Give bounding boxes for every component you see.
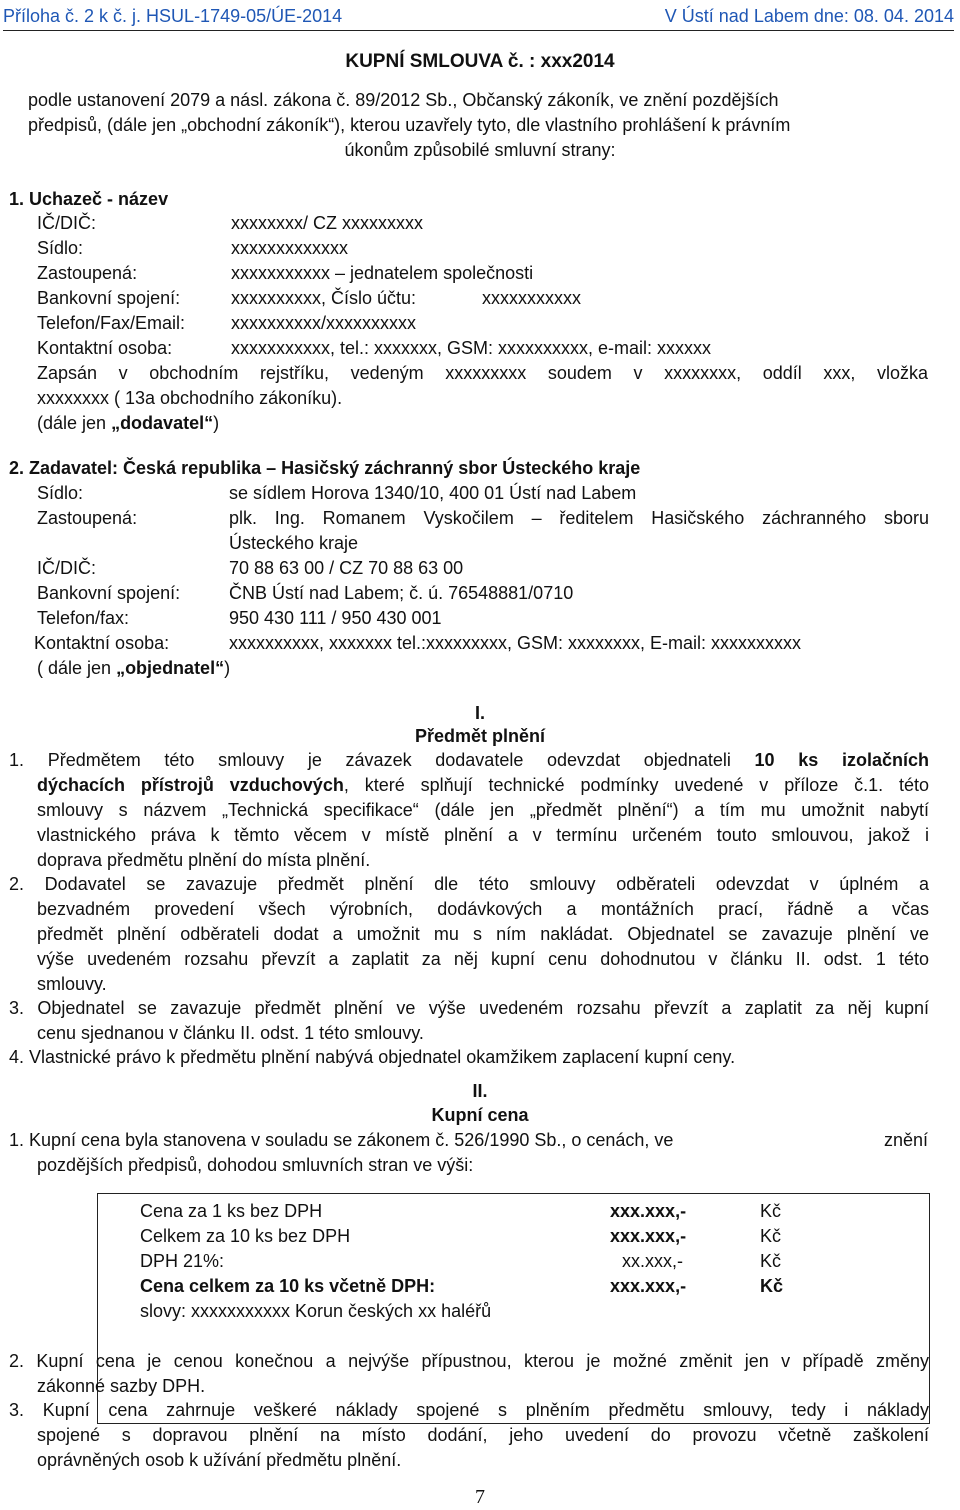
party2-label-seat: Sídlo: <box>37 483 84 503</box>
document-title: KUPNÍ SMLOUVA č. : xxx2014 <box>345 51 615 72</box>
price-in-words: slovy: xxxxxxxxxxx Korun českých xx haléřů <box>140 1301 492 1321</box>
section1-p2-line-5: smlouvy. <box>37 974 107 994</box>
price-row-currency: Kč <box>760 1226 782 1246</box>
intro-line-1: podle ustanovení 2079 a násl. zákona č. 89/2012 Sb., Občanský zákoník, ve znění pozdějších <box>28 90 779 110</box>
party1-value-bank: xxxxxxxxxx, Číslo účtu: <box>231 288 417 308</box>
intro-line-2: předpisů, (dále jen „obchodní zákoník“), kterou uzavřely tyto, dle vlastního prohlášení k právním <box>28 115 791 135</box>
page-header <box>3 4 954 31</box>
party2-label-ico: IČ/DIČ: <box>37 558 97 578</box>
section1-title: Předmět plnění <box>414 726 546 746</box>
price-row-amount: xxx.xxx,- <box>610 1226 687 1246</box>
party2-alias: ( dále jen „objednatel“) <box>37 658 231 678</box>
section2-number: II. <box>472 1081 488 1101</box>
party1-value-phone: xxxxxxxxxx/xxxxxxxxxx <box>231 313 417 333</box>
party1-register-line-2: xxxxxxxx ( 13a obchodního zákoníku). <box>37 388 343 408</box>
price-row-amount: xxx.xxx,- <box>610 1201 687 1221</box>
party1-value-account: xxxxxxxxxxx <box>482 288 581 308</box>
party2-value-represented: plk. Ing. Romanem Vyskočilem – ředitelem Hasičského záchranného sboru <box>229 508 929 528</box>
price-row-label: Cena za 1 ks bez DPH <box>140 1201 323 1221</box>
section2-p3-line-2: spojené s dopravou plnění na místo dodání, jeho uvedení do provozu včetně zaškolení <box>37 1425 929 1445</box>
page-number: 7 <box>475 1486 485 1508</box>
party2-label-contact: Kontaktní osoba: <box>34 633 170 653</box>
party1-label-represented: Zastoupená: <box>37 263 138 283</box>
party1-alias-name: „dodavatel“ <box>111 413 214 433</box>
section1-p1-line-4: vlastnického práva k těmto věcem v místě plnění a v termínu určeném touto smlouvou, jakož i <box>37 825 929 845</box>
party2-value-phone: 950 430 111 / 950 430 001 <box>229 608 442 628</box>
party2-alias-name: „objednatel“ <box>116 658 225 678</box>
intro-line-3: úkonům způsobilé smluvní strany: <box>344 140 616 160</box>
section1-p1-line-5: doprava předmětu plnění do místa plnění. <box>37 850 371 870</box>
section1-p2-line-1: 2. Dodavatel se zavazuje předmět plnění dle této smlouvy odběrateli odevzdat v úplném a <box>9 874 929 894</box>
section1-p3-line-2: cenu sjednanou v článku II. odst. 1 této smlouvy. <box>37 1023 424 1043</box>
party1-register-line-1: Zapsán v obchodním rejstříku, vedeným xxxxxxxxx soudem v xxxxxxxx, oddíl xxx, vložka <box>37 363 928 383</box>
section1-p2-line-2: bezvadném provedení všech výrobních, dodávkových a montážních prací, řádně a včas <box>37 899 929 919</box>
party2-heading: 2. Zadavatel: Česká republika – Hasičský záchranný sbor Ústeckého kraje <box>9 458 641 478</box>
party2-value-bank: ČNB Ústí nad Labem; č. ú. 76548881/0710 <box>229 583 574 603</box>
party2-label-bank: Bankovní spojení: <box>37 583 181 603</box>
price-row-amount: xx.xxx,- <box>622 1251 683 1271</box>
party1-label-phone: Telefon/Fax/Email: <box>37 313 186 333</box>
section2-title: Kupní cena <box>431 1105 529 1125</box>
party1-value-contact: xxxxxxxxxxx, tel.: xxxxxxx, GSM: xxxxxxxxxx, e-mail: xxxxxx <box>231 338 712 358</box>
party2-value-represented-cont: Ústeckého kraje <box>229 533 359 553</box>
section1-p3-line-1: 3. Objednatel se zavazuje předmět plnění ve výše uvedeném rozsahu převzít a zaplatit za něj kupní <box>9 998 929 1018</box>
party1-label-seat: Sídlo: <box>37 238 84 258</box>
price-row-label: DPH 21%: <box>140 1251 225 1271</box>
party1-label-bank: Bankovní spojení: <box>37 288 181 308</box>
party1-value-seat: xxxxxxxxxxxxx <box>231 238 348 258</box>
section2-p2-line-2: zákonné sazby DPH. <box>37 1376 206 1396</box>
price-row-amount: xxx.xxx,- <box>610 1276 687 1296</box>
party2-label-represented: Zastoupená: <box>37 508 138 528</box>
section1-number: I. <box>474 703 485 723</box>
section2-p1-line-2: pozdějších předpisů, dohodou smluvních stran ve výši: <box>37 1155 474 1175</box>
party2-value-ico: 70 88 63 00 / CZ 70 88 63 00 <box>229 558 464 578</box>
section1-p2-line-4: výše uvedeném rozsahu převzít a zaplatit za něj kupní cenu dohodnutou v článku II. odst. 1 této <box>37 949 929 969</box>
header-reference: Příloha č. 2 k č. j. HSUL-1749-05/ÚE-2014 <box>3 6 343 26</box>
section2-p1-line-1-end: znění <box>884 1130 929 1150</box>
section2-p3-line-3: oprávněných osob k užívání předmětu plnění. <box>37 1450 402 1470</box>
section1-p1-line-2: dýchacích přístrojů vzduchových, které splňují technické podmínky uvedené v příloze č.1. této <box>37 775 930 795</box>
party1-value-ico: xxxxxxxx/ CZ xxxxxxxxx <box>231 213 423 233</box>
party1-label-contact: Kontaktní osoba: <box>37 338 173 358</box>
section1-p1-line-3: smlouvy s názvem „Technická specifikace“ (dále jen „předmět plnění“) a tím mu umožnit nabytí <box>37 800 929 820</box>
price-row-label: Celkem za 10 ks bez DPH <box>140 1226 351 1246</box>
party2-value-seat: se sídlem Horova 1340/10, 400 01 Ústí nad Labem <box>229 483 637 503</box>
party1-heading: 1. Uchazeč - název <box>9 189 169 209</box>
price-row-currency: Kč <box>760 1276 784 1296</box>
section1-p4: 4. Vlastnické právo k předmětu plnění nabývá objednatel okamžikem zaplacení kupní ceny. <box>9 1047 736 1067</box>
party1-label-ico: IČ/DIČ: <box>37 213 97 233</box>
header-date: V Ústí nad Labem dne: 08. 04. 2014 <box>664 6 954 26</box>
party2-value-contact: xxxxxxxxxx, xxxxxxx tel.:xxxxxxxxx, GSM: xxxxxxxx, E-mail: xxxxxxxxxx <box>229 633 802 653</box>
price-row-currency: Kč <box>760 1201 782 1221</box>
price-row-currency: Kč <box>760 1251 782 1271</box>
section2-p3-line-1: 3. Kupní cena zahrnuje veškeré náklady spojené s plněním předmětu smlouvy, tedy i náklady <box>9 1400 929 1420</box>
section2-p2-line-1: 2. Kupní cena je cenou konečnou a nejvýše přípustnou, kterou je možné změnit jen v případě změny <box>9 1351 929 1371</box>
section1-p1-line-1: 1. Předmětem této smlouvy je závazek dodavatele odevzdat objednateli 10 ks izolačních <box>9 750 929 770</box>
party1-value-represented: xxxxxxxxxxx – jednatelem společnosti <box>231 263 534 283</box>
section1-p2-line-3: předmět plnění odběrateli dodat a umožnit mu s ním nakládat. Objednatel se zavazuje plnění ve <box>37 924 929 944</box>
price-row-label: Cena celkem za 10 ks včetně DPH: <box>140 1276 436 1296</box>
party1-alias: (dále jen „dodavatel“) <box>37 413 220 433</box>
section2-p1-line-1: 1. Kupní cena byla stanovena v souladu se zákonem č. 526/1990 Sb., o cenách, ve <box>9 1130 674 1150</box>
party2-label-phone: Telefon/fax: <box>37 608 130 628</box>
